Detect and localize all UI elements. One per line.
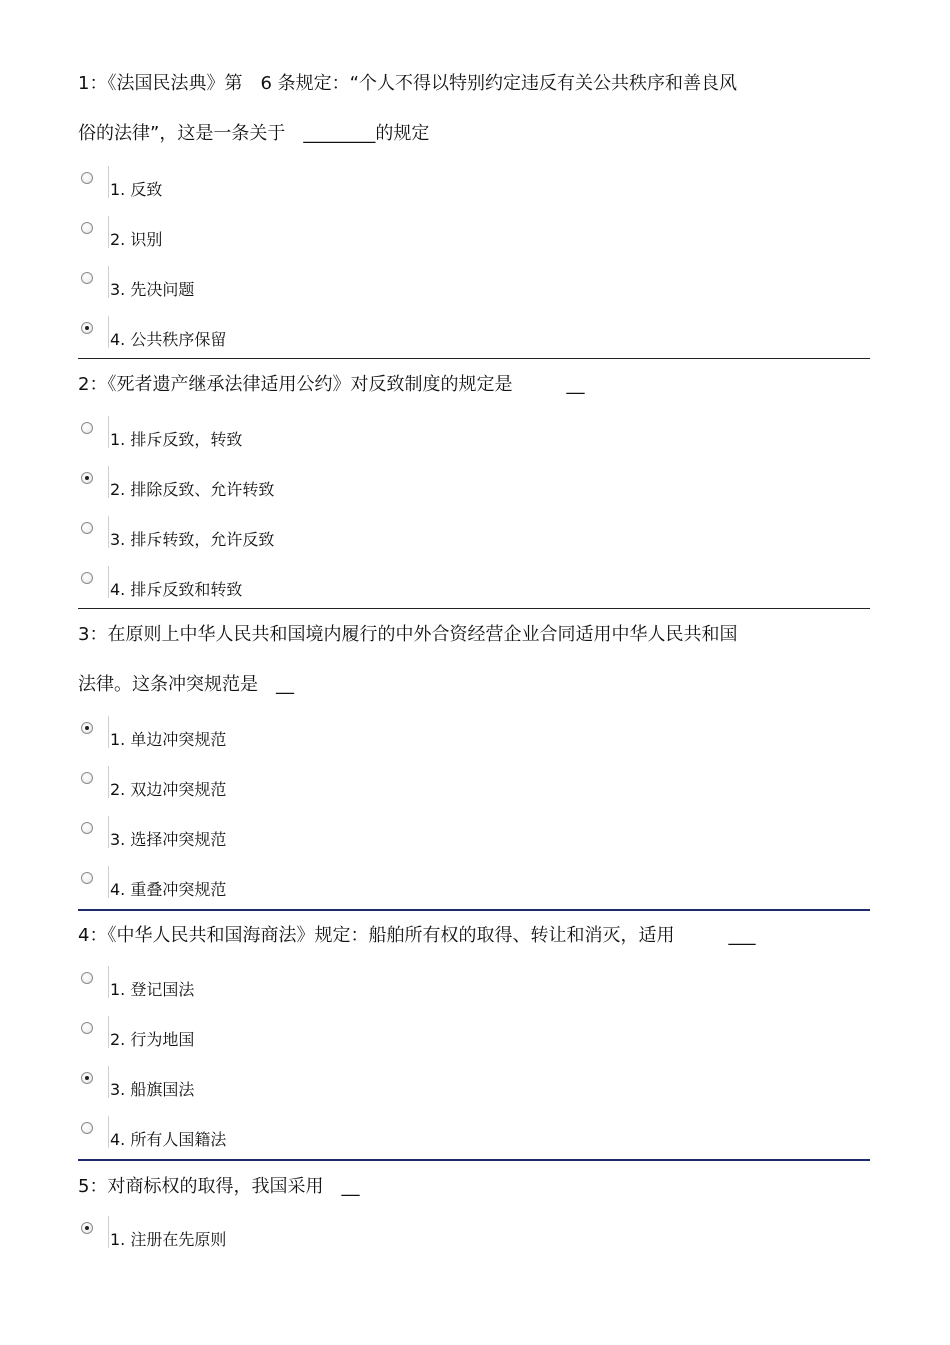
radio-unchecked-icon[interactable] (81, 522, 93, 534)
option-label: 4. 公共秩序保留 (110, 330, 227, 349)
radio-unchecked-icon[interactable] (81, 172, 93, 184)
option-label: 2. 双边冲突规范 (110, 780, 227, 799)
option-separator (108, 266, 109, 298)
answer-option[interactable] (78, 972, 378, 1008)
option-separator (108, 716, 109, 748)
question-divider (78, 358, 870, 359)
radio-unchecked-icon[interactable] (81, 1122, 93, 1134)
answer-option[interactable] (78, 172, 378, 208)
option-separator (108, 1066, 109, 1098)
radio-unchecked-icon[interactable] (81, 222, 93, 234)
option-separator (108, 1216, 109, 1248)
answer-option[interactable] (78, 272, 378, 308)
radio-unchecked-icon[interactable] (81, 1022, 93, 1034)
option-label: 1. 登记国法 (110, 980, 195, 999)
answer-option[interactable] (78, 772, 378, 808)
option-separator (108, 316, 109, 348)
option-separator (108, 466, 109, 498)
option-label: 4. 排斥反致和转致 (110, 580, 243, 599)
radio-checked-icon[interactable] (81, 722, 93, 734)
question-text: 1：《法国民法典》第 6 条规定：“个人不得以特别约定违反有关公共秩序和善良风 (78, 73, 737, 94)
option-separator (108, 216, 109, 248)
option-label: 4. 所有人国籍法 (110, 1130, 227, 1149)
option-label: 3. 船旗国法 (110, 1080, 195, 1099)
answer-option[interactable] (78, 1022, 378, 1058)
radio-unchecked-icon[interactable] (81, 872, 93, 884)
answer-option[interactable] (78, 472, 378, 508)
question-text: 2：《死者遗产继承法律适用公约》对反致制度的规定是 __ (78, 374, 585, 395)
question-text: 3：在原则上中华人民共和国境内履行的中外合资经营企业合同适用中华人民共和国 (78, 624, 738, 645)
radio-checked-icon[interactable] (81, 1072, 93, 1084)
answer-option[interactable] (78, 422, 378, 458)
option-separator (108, 1116, 109, 1148)
option-label: 3. 排斥转致，允许反致 (110, 530, 275, 549)
question-divider (78, 909, 870, 911)
question-text: 俗的法律”，这是一条关于 ________的规定 (78, 123, 430, 144)
option-label: 4. 重叠冲突规范 (110, 880, 227, 899)
option-label: 1. 注册在先原则 (110, 1230, 227, 1249)
answer-option[interactable] (78, 1122, 378, 1158)
option-label: 1. 反致 (110, 180, 163, 199)
radio-unchecked-icon[interactable] (81, 272, 93, 284)
question-divider (78, 1159, 870, 1161)
answer-option[interactable] (78, 722, 378, 758)
question-text: 法律。这条冲突规范是 __ (78, 674, 294, 695)
answer-option[interactable] (78, 572, 378, 608)
radio-unchecked-icon[interactable] (81, 572, 93, 584)
option-separator (108, 816, 109, 848)
option-separator (108, 766, 109, 798)
answer-option[interactable] (78, 872, 378, 908)
option-label: 2. 排除反致、允许转致 (110, 480, 275, 499)
option-label: 1. 排斥反致，转致 (110, 430, 243, 449)
question-text: 4：《中华人民共和国海商法》规定：船舶所有权的取得、转让和消灭，适用 ___ (78, 925, 756, 946)
option-label: 1. 单边冲突规范 (110, 730, 227, 749)
option-label: 2. 识别 (110, 230, 163, 249)
answer-option[interactable] (78, 822, 378, 858)
radio-checked-icon[interactable] (81, 322, 93, 334)
answer-option[interactable] (78, 222, 378, 258)
option-label: 3. 先决问题 (110, 280, 195, 299)
option-separator (108, 966, 109, 998)
option-label: 2. 行为地国 (110, 1030, 195, 1049)
answer-option[interactable] (78, 522, 378, 558)
option-label: 3. 选择冲突规范 (110, 830, 227, 849)
option-separator (108, 1016, 109, 1048)
radio-unchecked-icon[interactable] (81, 972, 93, 984)
answer-option[interactable] (78, 1072, 378, 1108)
option-separator (108, 866, 109, 898)
radio-unchecked-icon[interactable] (81, 422, 93, 434)
question-divider (78, 608, 870, 609)
answer-option[interactable] (78, 322, 378, 358)
question-text: 5：对商标权的取得，我国采用 __ (78, 1176, 360, 1197)
radio-checked-icon[interactable] (81, 472, 93, 484)
radio-unchecked-icon[interactable] (81, 772, 93, 784)
option-separator (108, 416, 109, 448)
answer-option[interactable] (78, 1222, 378, 1258)
option-separator (108, 166, 109, 198)
option-separator (108, 516, 109, 548)
radio-checked-icon[interactable] (81, 1222, 93, 1234)
option-separator (108, 566, 109, 598)
radio-unchecked-icon[interactable] (81, 822, 93, 834)
